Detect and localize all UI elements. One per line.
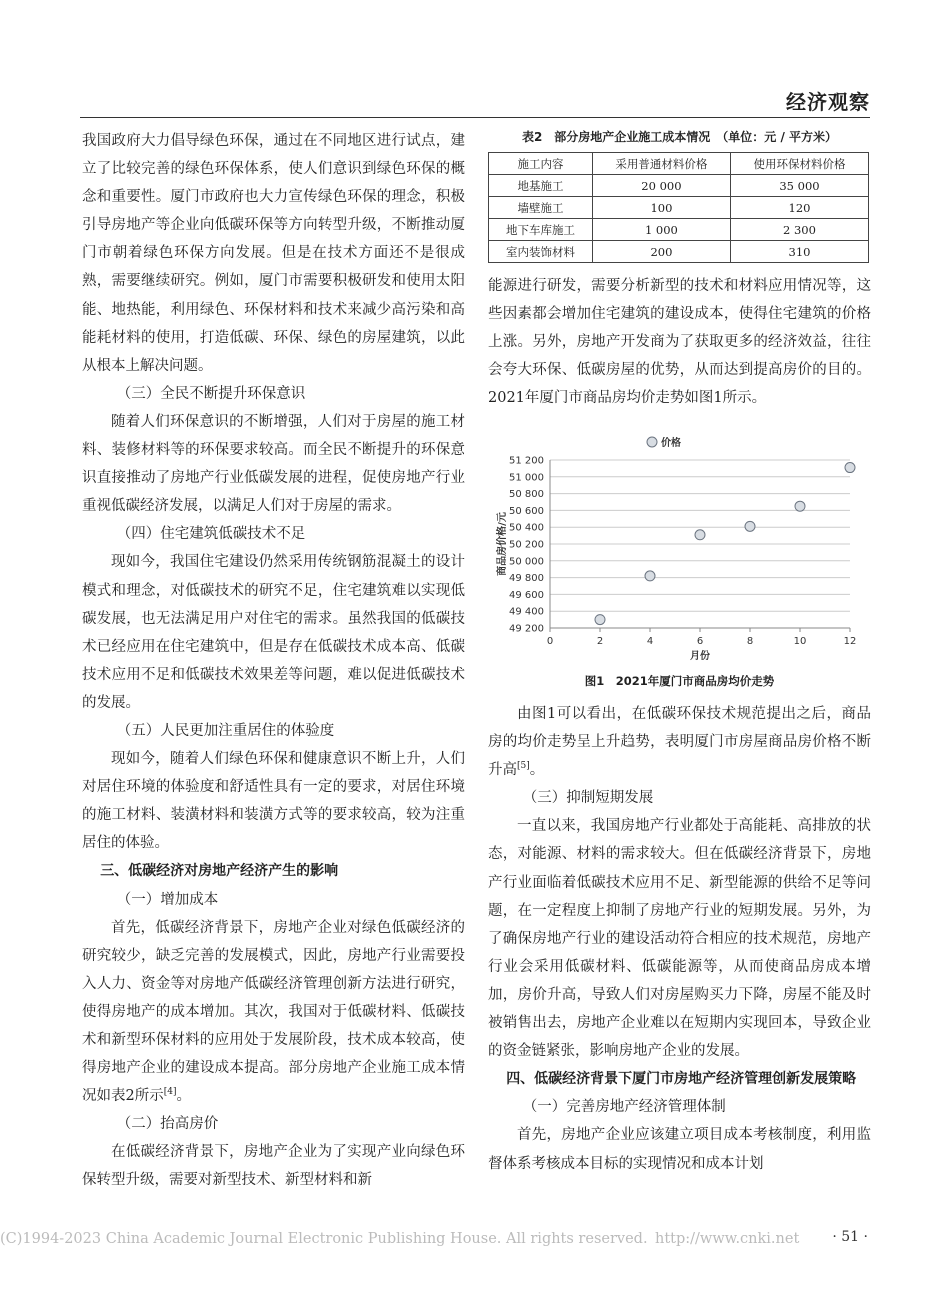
- table-header-cell: 采用普通材料价格: [592, 153, 730, 175]
- paragraph-text: 首先，房地产企业应该建立项目成本考核制度，利用监督体系考核成本目标的实现情况和成本计划: [488, 1127, 871, 1172]
- subsection-heading: [488, 784, 871, 812]
- paragraph-text: 我国政府大力倡导绿色环保，通过在不同地区进行试点，建立了比较完善的绿色环保体系，使人们意识到绿色环保的概念和重要性。厦门市政府也大力宣传绿色环保的理念，积极引导房地产等企业向低碳环保等方向转型升级，不断推动厦门市朝着绿色环保方向发展。但是在技术方面还不是很成熟，需要继续研究。例如，厦门市需要积极研发和使用太阳能、地热能，利用绿色、环保材料和技术来减少高污染和高能耗材料的使用，打造低碳、环保、绿色的房屋建筑，以此从根本上解决问题。: [82, 133, 465, 374]
- y-tick-label: 49 400: [509, 606, 544, 618]
- table-cell: 120: [730, 197, 868, 219]
- x-tick-label: 8: [746, 636, 754, 647]
- subsection-heading: [82, 1110, 465, 1138]
- x-tick-label: 0: [546, 636, 554, 647]
- paragraph-text: 能源进行研发，需要分析新型的技术和材料应用情况等，这些因素都会增加住宅建筑的建设成本，使得住宅建筑的价格上涨。另外，房地产开发商为了获取更多的经济效益，往往会夸大环保、低碳房屋的优势，从而达到提高房价的目的。2021年厦门市商品房均价走势如图1所示。: [488, 278, 871, 407]
- y-tick-label: 49 200: [509, 623, 544, 635]
- table-cell: 墙壁施工: [489, 197, 593, 219]
- paragraph-text: （二）抬高房价: [116, 1116, 219, 1133]
- paragraph-tail: 。: [529, 762, 545, 779]
- paragraph-text: （五）人民更加注重居住的体验度: [116, 722, 335, 739]
- data-point: [745, 521, 755, 531]
- paragraph: [82, 914, 465, 1111]
- y-tick-label: 50 400: [509, 522, 544, 534]
- table-row: [489, 219, 869, 241]
- paragraph-text: 现如今，我国住宅建设仍然采用传统钢筋混凝土的设计模式和理念，对低碳技术的研究不足，住宅建筑难以实现低碳发展，也无法满足用户对住宅的需求。虽然我国的低碳技术已经应用在住宅建筑中，但是存在低碳技术成本高、低碳技术应用不足和低碳技术效果差等问题，难以促进低碳技术的发展。: [82, 554, 465, 711]
- table-cell: 室内装饰材料: [489, 241, 593, 263]
- table-header-row: [489, 153, 869, 175]
- cost-table: [488, 152, 869, 263]
- paragraph-text: 四、低碳经济背景下厦门市房地产经济管理创新发展策略: [506, 1071, 857, 1088]
- figure-caption: 图1 2021年厦门市商品房均价走势: [584, 674, 775, 688]
- table-cell: 地下车库施工: [489, 219, 593, 241]
- table-cell: 地基施工: [489, 175, 593, 197]
- table-cell: 100: [592, 197, 730, 219]
- section-heading: [488, 1065, 871, 1093]
- price-trend-chart: [488, 432, 871, 664]
- page-number: · 51 ·: [832, 1229, 868, 1245]
- subsection-heading: [82, 380, 465, 408]
- right-column-top: [488, 272, 871, 412]
- table-cell: 310: [730, 241, 868, 263]
- y-tick-label: 51 000: [509, 472, 544, 484]
- table-header-cell: 施工内容: [489, 153, 593, 175]
- paragraph-tail: 。: [176, 1088, 191, 1105]
- paragraph: [82, 548, 465, 717]
- paragraph-text: 首先，低碳经济背景下，房地产企业对绿色低碳经济的研究较少，缺乏完善的发展模式，因此，房地产行业需要投入人力、资金等对房地产低碳经济管理创新方法进行研究，使得房地产的成本增加。其次，我国对于低碳材料、低碳技术和新型环保材料的应用处于发展阶段，技术成本较高，使得房地产企业的建设成本提高。部分房地产企业施工成本情况如表2所示: [82, 919, 465, 1105]
- paragraph-text: 由图1可以看出，在低碳环保技术规范提出之后，商品房的均价走势呈上升趋势，表明厦门市房屋商品房价格不断升高: [488, 706, 871, 779]
- paragraph-text: 随着人们环保意识的不断增强，人们对于房屋的施工材料、装修材料等的环保要求较高。而全民不断提升的环保意识直接推动了房地产行业低碳发展的进程，促使房地产行业重视低碳经济发展，以满足人们对于房屋的需求。: [82, 413, 465, 515]
- data-point: [695, 530, 705, 540]
- paragraph-text: 三、低碳经济对房地产经济产生的影响: [100, 863, 339, 880]
- left-column: [82, 127, 465, 1195]
- table-header-cell: 使用环保材料价格: [730, 153, 868, 175]
- x-tick-label: 2: [596, 636, 604, 647]
- copyright-notice: (C)1994-2023 China Academic Journal Electronic Publishing House. All rights reserved.: [0, 1231, 648, 1247]
- x-tick-label: 12: [843, 636, 857, 647]
- table-cell: 35 000: [730, 175, 868, 197]
- paragraph-text: 一直以来，我国房地产行业都处于高能耗、高排放的状态，对能源、材料的需求较大。但在低碳经济背景下，房地产行业面临着低碳技术应用不足、新型能源的供给不足等问题，在一定程度上抑制了房地产行业的短期发展。另外，为了确保房地产行业的建设活动符合相应的技术规范，房地产行业会采用低碳材料、低碳能源等，从而使商品房成本增加，房价升高，导致人们对房屋购买力下降，房屋不能及时被销售出去，房地产企业难以在短期内实现回本，导致企业的资金链紧张，影响房地产企业的发展。: [488, 818, 871, 1060]
- table-cell: 1 000: [592, 219, 730, 241]
- subsection-heading: [82, 717, 465, 745]
- paragraph: [488, 812, 871, 1065]
- subsection-heading: [82, 886, 465, 914]
- y-tick-label: 50 800: [509, 489, 544, 501]
- header-rule: [80, 117, 870, 118]
- citation-ref[interactable]: [4]: [163, 1087, 177, 1098]
- citation-ref[interactable]: [5]: [517, 761, 530, 772]
- section-title: 经济观察: [786, 90, 870, 114]
- table-row: [489, 175, 869, 197]
- data-point: [795, 501, 805, 511]
- x-tick-label: 4: [646, 636, 654, 647]
- subsection-heading: [82, 520, 465, 548]
- paragraph: [488, 700, 871, 784]
- paragraph-text: （三）全民不断提升环保意识: [116, 385, 306, 402]
- data-point: [845, 463, 855, 473]
- y-tick-label: 50 600: [509, 505, 544, 517]
- legend-marker: [647, 437, 657, 447]
- legend-label: 价格: [661, 438, 681, 449]
- paragraph: [488, 272, 871, 412]
- paragraph-text: （一）完善房地产经济管理体制: [522, 1099, 726, 1116]
- paragraph-text: （一）增加成本: [116, 891, 219, 908]
- table-caption: 表2 部分房地产企业施工成本情况 （单位：元 / 平方米）: [521, 130, 838, 144]
- paragraph: [82, 1138, 465, 1194]
- paragraph: [82, 745, 465, 857]
- table-cell: 2 300: [730, 219, 868, 241]
- subsection-heading: [488, 1093, 871, 1121]
- y-tick-label: 49 600: [509, 589, 544, 601]
- paragraph-text: （四）住宅建筑低碳技术不足: [116, 526, 306, 543]
- table-row: [489, 197, 869, 219]
- paragraph: [82, 127, 465, 380]
- paragraph: [488, 1121, 871, 1177]
- table-row: [489, 241, 869, 263]
- data-point: [645, 571, 655, 581]
- y-axis-label: 商品房价格/元: [497, 512, 508, 576]
- y-tick-label: 49 800: [509, 573, 544, 585]
- paragraph-text: （三）抑制短期发展: [522, 790, 654, 807]
- y-tick-label: 51 200: [509, 455, 544, 467]
- x-axis-label: 月份: [690, 651, 710, 662]
- x-tick-label: 10: [793, 636, 807, 647]
- y-tick-label: 50 200: [509, 539, 544, 551]
- paragraph-text: 在低碳经济背景下，房地产企业为了实现产业向绿色环保转型升级，需要对新型技术、新型材料和新: [82, 1144, 465, 1189]
- paragraph-text: 现如今，随着人们绿色环保和健康意识不断上升，人们对居住环境的体验度和舒适性具有一定的要求，对居住环境的施工材料、装潢材料和装潢方式等的要求较高，较为注重居住的体验。: [82, 751, 465, 852]
- right-column-bottom: [488, 700, 871, 1178]
- section-heading: [82, 857, 465, 885]
- footer-url[interactable]: http://www.cnki.net: [655, 1231, 800, 1247]
- table-cell: 20 000: [592, 175, 730, 197]
- paragraph: [82, 408, 465, 520]
- x-tick-label: 6: [696, 636, 704, 647]
- data-point: [595, 615, 605, 625]
- y-tick-label: 50 000: [509, 556, 544, 568]
- table-cell: 200: [592, 241, 730, 263]
